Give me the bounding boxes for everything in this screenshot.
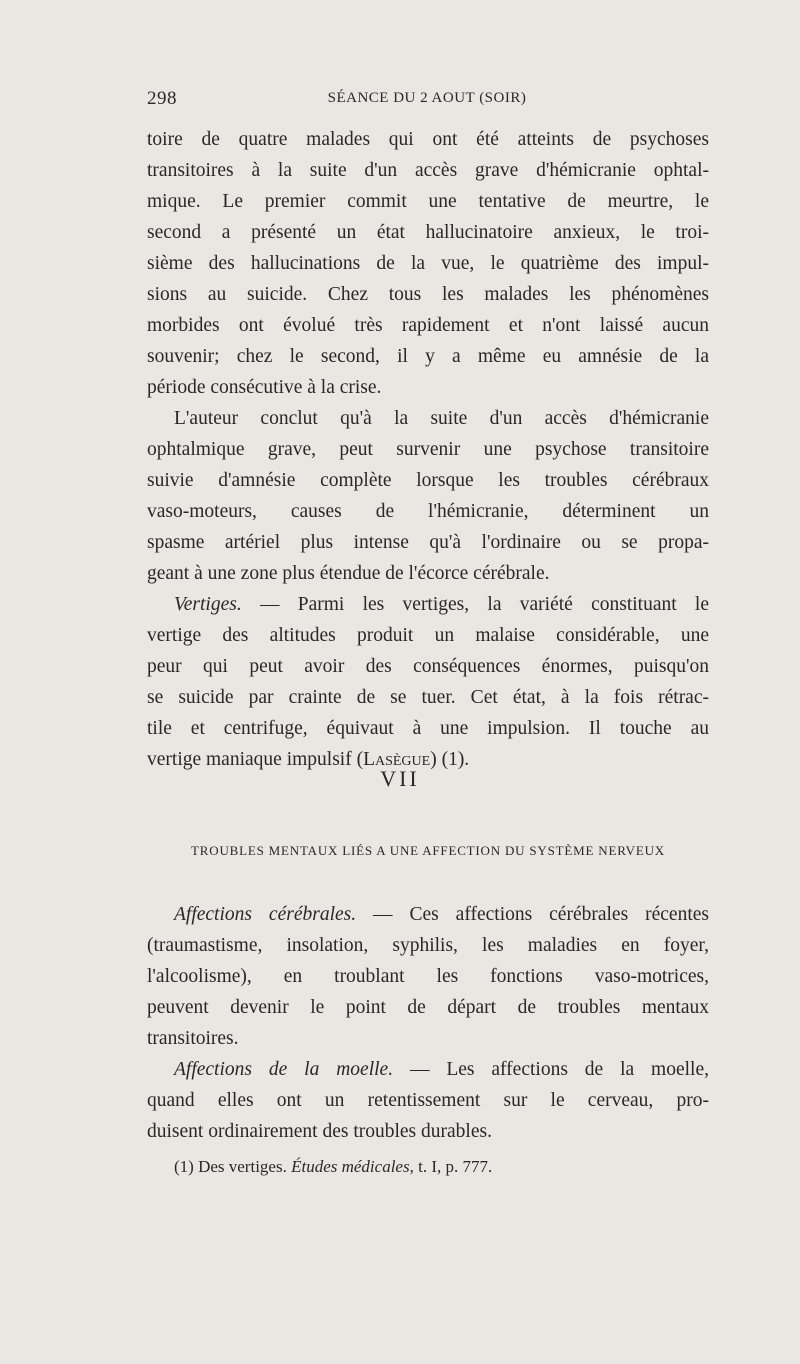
affections-moelle-first-line: — Les affections de la moelle, (393, 1059, 709, 1080)
lower-text-block (147, 899, 709, 1147)
text-line: souvenir; chez le second, il y a même eu amnésie de la (147, 346, 709, 367)
text-line (147, 899, 709, 930)
paragraph-conclusion (147, 403, 709, 589)
text-line: second a présenté un état hallucinatoire anxieux, le troi- (147, 222, 709, 243)
text-line: quand elles ont un retentissement sur le cerveau, pro- (147, 1090, 709, 1111)
text-line (147, 589, 709, 620)
text-line: l'alcoolisme), en troublant les fonctions vaso-motrices, (147, 966, 709, 987)
affections-cerebrales-first-line: — Ces affections cérébrales récentes (356, 904, 709, 925)
footnote-ref: , t. I, p. 777. (409, 1157, 493, 1176)
paragraph-affections-moelle (147, 1054, 709, 1147)
vertiges-last-end: ) (1). (430, 749, 470, 770)
page-number: 298 (147, 88, 177, 109)
text-line: sions au suicide. Chez tous les malades les phénomènes (147, 284, 709, 305)
affections-cerebrales-heading: Affections cérébrales. (174, 904, 357, 925)
text-line: période consécutive à la crise. (147, 377, 382, 398)
text-line: duisent ordinairement des troubles durables. (147, 1121, 492, 1142)
text-line: spasme artériel plus intense qu'à l'ordinaire ou se propa- (147, 532, 709, 553)
vertiges-last-start: vertige maniaque impulsif ( (147, 749, 364, 770)
text-line: peuvent devenir le point de départ de troubles mentaux (147, 997, 709, 1018)
text-line: peur qui peut avoir des conséquences énormes, puisqu'on (147, 656, 709, 677)
affections-moelle-heading: Affections de la moelle. (174, 1059, 394, 1080)
text-line: se suicide par crainte de se tuer. Cet état, à la fois rétrac- (147, 687, 709, 708)
footnote (174, 1155, 714, 1179)
author-lasegue: Lasègue (363, 749, 431, 770)
upper-text-block (147, 124, 709, 775)
paragraph-affections-cerebrales (147, 899, 709, 1054)
footnote-text: Des vertiges. (193, 1157, 292, 1176)
text-line: toire de quatre malades qui ont été atteints de psychoses (147, 129, 709, 150)
text-line: suivie d'amnésie complète lorsque les troubles cérébraux (147, 470, 709, 491)
text-line: mique. Le premier commit une tentative de meurtre, le (147, 191, 709, 212)
text-line: tile et centrifuge, équivaut à une impulsion. Il touche au (147, 718, 709, 739)
text-line: L'auteur conclut qu'à la suite d'un accès d'hémicranie (174, 408, 709, 429)
text-line: vertige des altitudes produit un malaise considérable, une (147, 625, 709, 646)
vertiges-heading: Vertiges. (174, 594, 242, 615)
running-head (147, 88, 707, 116)
vertiges-first-line: — Parmi les vertiges, la variété constituant le (241, 594, 709, 615)
text-line: transitoires. (147, 1028, 239, 1049)
section-number: VII (380, 766, 420, 791)
text-line (147, 1054, 709, 1085)
header-title: SÉANCE DU 2 AOUT (SOIR) (327, 90, 527, 106)
text-line: vaso-moteurs, causes de l'hémicranie, déterminent un (147, 501, 709, 522)
text-line: ophtalmique grave, peut survenir une psychose transitoire (147, 439, 709, 460)
text-line: morbides ont évolué très rapidement et n'ont laissé aucun (147, 315, 709, 336)
section-title: TROUBLES MENTAUX LIÉS A UNE AFFECTION DU SYSTÈME NERVEUX (191, 843, 665, 858)
text-line: geant à une zone plus étendue de l'écorce cérébrale. (147, 563, 550, 584)
footnote-work: Études médicales (291, 1157, 410, 1176)
text-line: transitoires à la suite d'un accès grave d'hémicranie ophtal- (147, 160, 709, 181)
footnote-marker: (1) (174, 1157, 194, 1176)
paragraph-vertiges (147, 589, 709, 775)
text-line: (traumastisme, insolation, syphilis, les maladies en foyer, (147, 935, 709, 956)
paragraph-continuation (147, 124, 709, 403)
text-line: sième des hallucinations de la vue, le quatrième des impul- (147, 253, 709, 274)
